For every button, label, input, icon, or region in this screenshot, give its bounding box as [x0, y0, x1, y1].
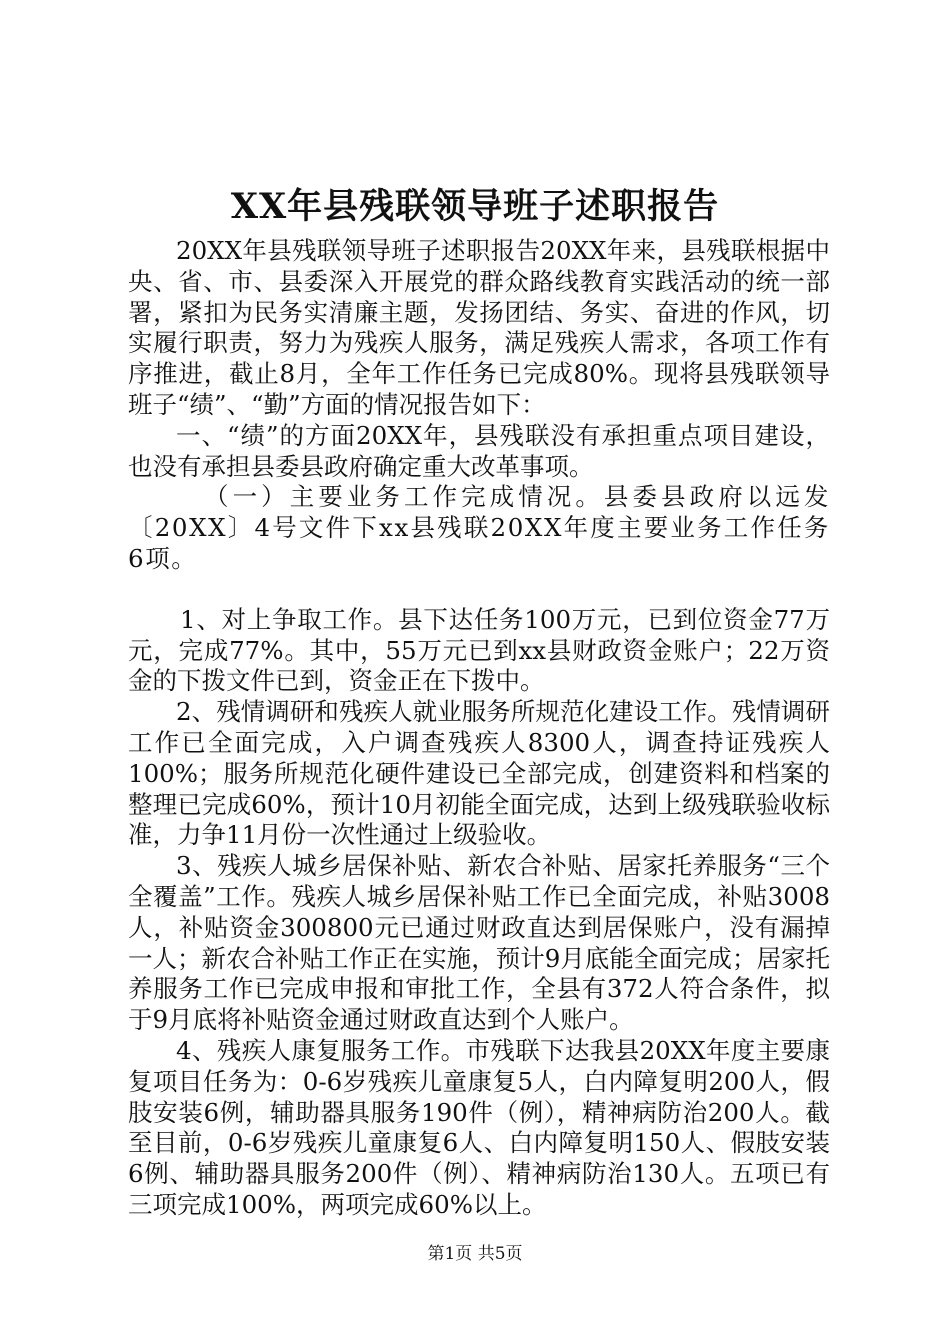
item-3-paragraph: 3、残疾人城乡居保补贴、新农合补贴、居家托养服务“三个全覆盖”工作。残疾人城乡居保补贴工作已全面完成，补贴3008人，补贴资金300800元已通过财政直达到居保账户，没有漏掉一人；新农合补贴工作正在实施，预计9月底能全面完成；居家托养服务工作已完成申报和审批工作，全县有372人符合条件，拟于9月底将补贴资金通过财政直达到个人账户。 [128, 851, 830, 1035]
document-body [128, 236, 830, 1221]
intro-paragraph: 20XX年县残联领导班子述职报告20XX年来，县残联根据中央、省、市、县委深入开展党的群众路线教育实践活动的统一部署，紧扣为民务实清廉主题，发扬团结、务实、奋进的作风，切实履行职责，努力为残疾人服务，满足残疾人需求，各项工作有序推进，截止8月，全年工作任务已完成80%。现将县残联领导班子“绩”、“勤”方面的情况报告如下： [128, 236, 830, 419]
section-one-paragraph: 一、“绩”的方面20XX年，县残联没有承担重点项目建设，也没有承担县委县政府确定重大改革事项。 [128, 420, 830, 481]
subsection-one-paragraph: （一）主要业务工作完成情况。县委县政府以远发〔20XX〕4号文件下xx县残联20XX年度主要业务工作任务6项。 [128, 482, 830, 573]
document-title: XX年县残联领导班子述职报告 [230, 186, 720, 227]
page-footer: 第1页 共5页 [427, 1244, 523, 1264]
item-4-paragraph: 4、残疾人康复服务工作。市残联下达我县20XX年度主要康复项目任务为：0-6岁残疾儿童康复5人，白内障复明200人，假肢安装6例，辅助器具服务190件（例），精神病防治200人。截至目前，0-6岁残疾儿童康复6人、白内障复明150人、假肢安装6例、辅助器具服务200件（例）、精神病防治130人。五项已有三项完成100%，两项完成60%以上。 [128, 1035, 830, 1219]
item-2-paragraph: 2、残情调研和残疾人就业服务所规范化建设工作。残情调研工作已全面完成，入户调查残疾人8300人，调查持证残疾人100%；服务所规范化硬件建设已全部完成，创建资料和档案的整理已完成60%，预计10月初能全面完成，达到上级残联验收标准，力争11月份一次性通过上级验收。 [128, 697, 830, 850]
item-1-paragraph: 1、对上争取工作。县下达任务100万元，已到位资金77万元，完成77%。其中，55万元已到xx县财政资金账户；22万资金的下拨文件已到，资金正在下拨中。 [128, 604, 830, 696]
